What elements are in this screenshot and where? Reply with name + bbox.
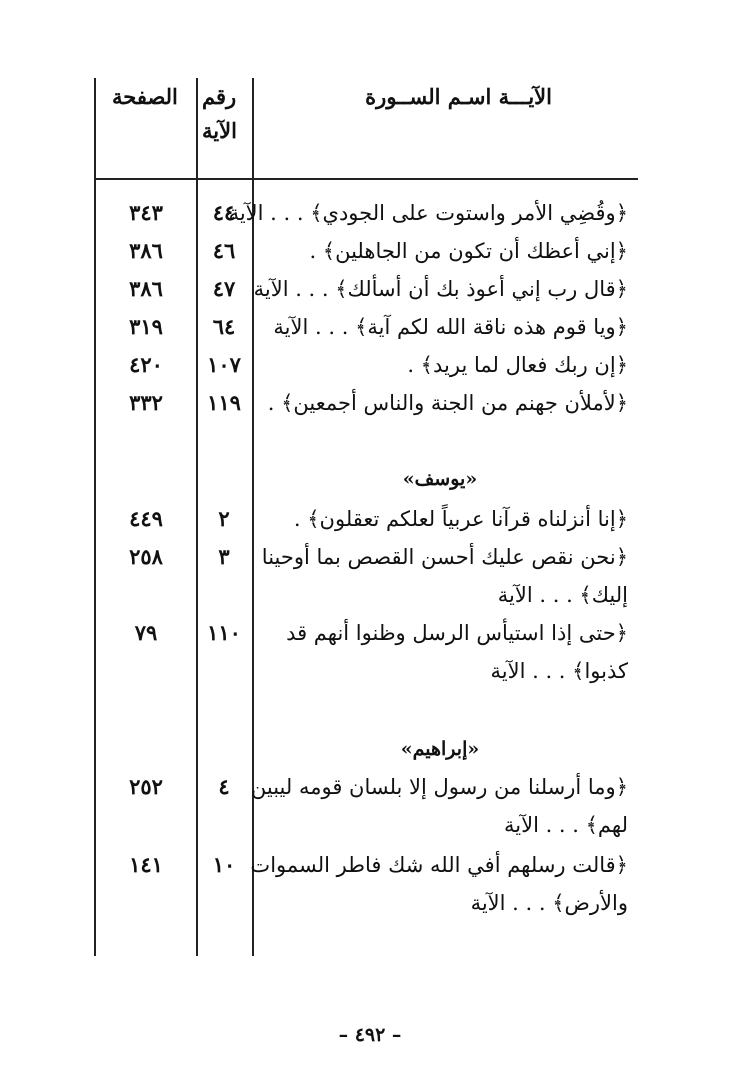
verse-continuation: والأرض﴾ . . . الآية <box>470 891 628 915</box>
verse-text: ﴿وما أرسلنا من رسول إلا بلسان قومه ليبين <box>250 775 628 799</box>
ayah-number: ٤٤ <box>212 200 236 225</box>
verse-text: ﴿ويا قوم هذه ناقة الله لكم آية﴾ . . . الآية <box>273 315 628 339</box>
table-row <box>0 270 740 308</box>
header-page-column: الصفحة <box>112 84 178 109</box>
table-row <box>0 232 740 270</box>
header-ayah-number-line2: الآية <box>202 118 237 143</box>
page-footer-number: – ٤٩٢ – <box>338 1024 402 1046</box>
table-row <box>0 500 740 538</box>
table-row <box>0 538 740 576</box>
table-row <box>0 384 740 422</box>
verse-text: ﴿إنا أنزلناه قرآنا عربياً لعلكم تعقلون﴾ . <box>293 507 628 531</box>
page-number: ٣٣٢ <box>129 390 163 415</box>
header-underline <box>94 178 638 180</box>
verse-text: ﴿قال رب إني أعوذ بك أن أسألك﴾ . . . الآية <box>253 277 628 301</box>
ayah-number: ٤٦ <box>212 238 236 263</box>
verse-continuation: لهم﴾ . . . الآية <box>503 813 628 837</box>
verse-text: ﴿نحن نقص عليك أحسن القصص بما أوحينا <box>261 545 628 569</box>
verse-text: ﴿قالت رسلهم أفي الله شك فاطر السموات <box>250 853 628 877</box>
verse-text: ﴿حتى إذا استيأس الرسل وظنوا أنهم قد <box>286 621 628 645</box>
surah-title: «إبراهيم» <box>400 738 480 760</box>
table-row <box>0 768 740 806</box>
surah-title: «يوسف» <box>402 468 478 490</box>
page-number: ٣٤٣ <box>129 200 163 225</box>
verse-continuation: كذبوا﴾ . . . الآية <box>490 659 628 683</box>
ayah-number: ١١٩ <box>207 390 241 415</box>
page-number: ٤٢٠ <box>129 352 163 377</box>
header-ayah-number-line1: رقم <box>202 84 237 109</box>
ayah-number: ١٠ <box>212 852 236 877</box>
table-row <box>0 846 740 884</box>
ayah-number: ٦٤ <box>212 314 236 339</box>
table-row <box>0 308 740 346</box>
table-row <box>0 194 740 232</box>
ayah-number: ٤٧ <box>212 276 236 301</box>
table-row <box>0 346 740 384</box>
page-number: ٣١٩ <box>129 314 163 339</box>
page-number: ٢٥٨ <box>129 544 163 569</box>
page-number: ١٤١ <box>129 852 163 877</box>
page-number: ٧٩ <box>134 620 158 645</box>
page-number: ٣٨٦ <box>129 276 163 301</box>
verse-text: ﴿إني أعظك أن تكون من الجاهلين﴾ . <box>309 239 628 263</box>
page-number: ٤٤٩ <box>129 506 163 531</box>
verse-continuation: إليك﴾ . . . الآية <box>497 583 628 607</box>
verse-text: ﴿لأملأن جهنم من الجنة والناس أجمعين﴾ . <box>267 391 628 415</box>
table-row <box>0 614 740 652</box>
page-number: ٢٥٢ <box>129 774 163 799</box>
ayah-number: ١٠٧ <box>207 352 241 377</box>
page-number: ٣٨٦ <box>129 238 163 263</box>
ayah-number: ٢ <box>218 506 230 531</box>
verse-text: ﴿إن ربك فعال لما يريد﴾ . <box>407 353 628 377</box>
verse-text: ﴿وقُضِي الأمر واستوت على الجودي﴾ . . . الآية <box>228 201 628 225</box>
ayah-number: ٣ <box>218 544 230 569</box>
header-verse-surah: الآيـــة اسـم الســورة <box>365 84 552 109</box>
ayah-number: ٤ <box>218 774 230 799</box>
ayah-number: ١١٠ <box>207 620 241 645</box>
